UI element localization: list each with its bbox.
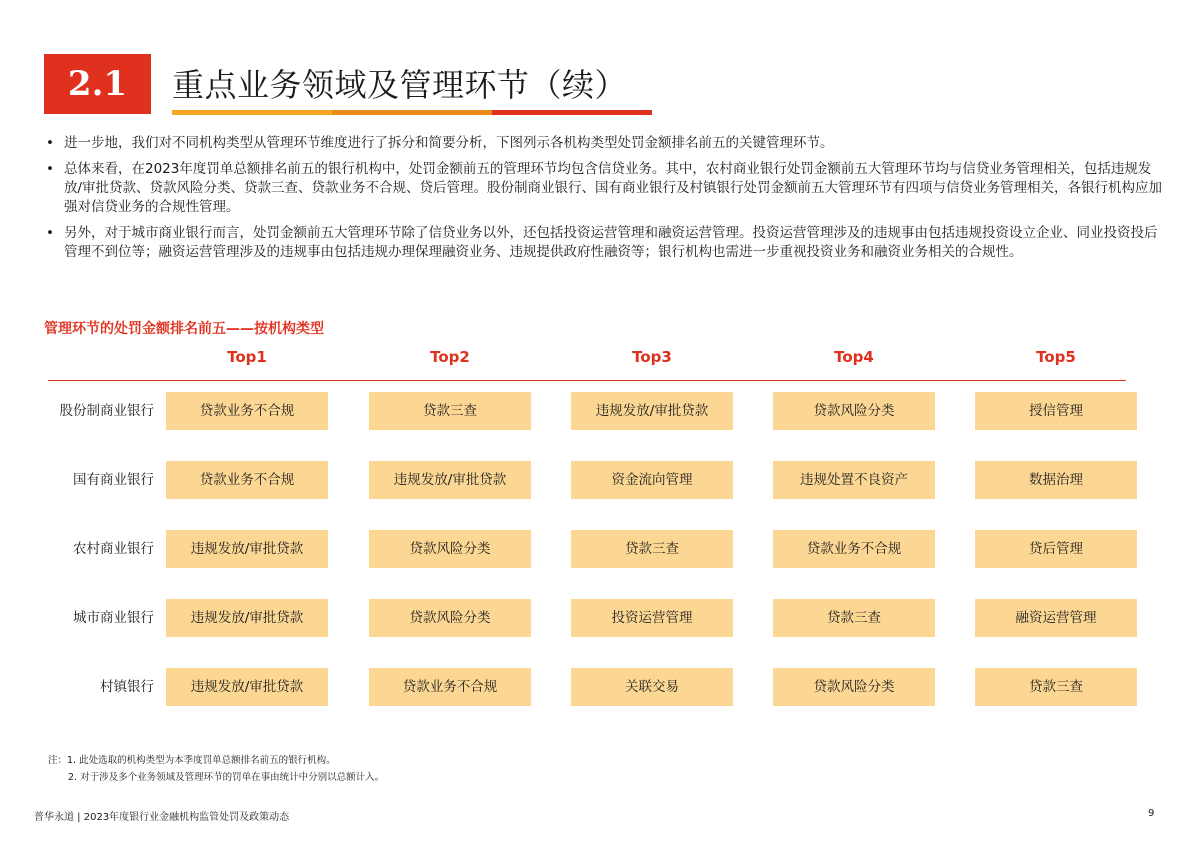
- column-header-top5: Top5: [1036, 348, 1076, 366]
- bullet-item: • 总体来看，在2023年度罚单总额排名前五的银行机构中，处罚金额前五的管理环节均包含信贷业务。其中，农村商业银行处罚金额前五大管理环节均与信贷业务管理相关，包括违规发放/审批贷款、贷款风险分类、贷款三查、贷款业务不合规、贷后管理。股份制商业银行、国有商业银行及村镇银行处罚金额前五大管理环节有四项与信贷业务管理相关，各银行机构应加强对信贷业务的合规性管理。: [44, 160, 1164, 217]
- ranking-cell: 贷款三查: [369, 392, 531, 430]
- ranking-cell: 违规发放/审批贷款: [166, 530, 328, 568]
- ranking-cell: 融资运营管理: [975, 599, 1137, 637]
- column-header-top3: Top3: [632, 348, 672, 366]
- ranking-cell: 投资运营管理: [571, 599, 733, 637]
- page-number: 9: [1148, 808, 1155, 819]
- title-underline-yellow: [172, 110, 332, 115]
- bullet-item: • 进一步地，我们对不同机构类型从管理环节维度进行了拆分和简要分析，下图列示各机构类型处罚金额排名前五的关键管理环节。: [44, 134, 1164, 153]
- header-divider: [48, 380, 1126, 381]
- ranking-cell: 贷款风险分类: [369, 530, 531, 568]
- chart-heading: 管理环节的处罚金额排名前五——按机构类型: [44, 321, 324, 337]
- footnote-2: 2. 对于涉及多个业务领域及管理环节的罚单在事由统计中分别以总额计入。: [68, 772, 385, 783]
- ranking-cell: 关联交易: [571, 668, 733, 706]
- ranking-cell: 贷款业务不合规: [773, 530, 935, 568]
- ranking-cell: 贷款三查: [773, 599, 935, 637]
- ranking-cell: 违规发放/审批贷款: [369, 461, 531, 499]
- row-label-city-commercial-bank: 城市商业银行: [73, 610, 154, 626]
- ranking-cell: 贷款业务不合规: [369, 668, 531, 706]
- ranking-cell: 贷款三查: [571, 530, 733, 568]
- title-underline-orange: [332, 110, 492, 115]
- ranking-cell: 资金流向管理: [571, 461, 733, 499]
- ranking-cell: 贷款业务不合规: [166, 461, 328, 499]
- column-header-top1: Top1: [227, 348, 267, 366]
- title-underline-red: [492, 110, 652, 115]
- ranking-cell: 贷后管理: [975, 530, 1137, 568]
- ranking-cell: 贷款业务不合规: [166, 392, 328, 430]
- section-number-badge: 2.1: [44, 54, 151, 114]
- column-header-top4: Top4: [834, 348, 874, 366]
- ranking-cell: 贷款风险分类: [773, 668, 935, 706]
- bullet-list: [44, 134, 1164, 269]
- ranking-cell: 贷款风险分类: [773, 392, 935, 430]
- ranking-cell: 违规发放/审批贷款: [166, 668, 328, 706]
- ranking-cell: 贷款三查: [975, 668, 1137, 706]
- ranking-cell: 违规发放/审批贷款: [166, 599, 328, 637]
- footnote-1: 注：1. 此处选取的机构类型为本季度罚单总额排名前五的银行机构。: [48, 755, 336, 766]
- row-label-rural-commercial-bank: 农村商业银行: [73, 541, 154, 557]
- ranking-cell: 数据治理: [975, 461, 1137, 499]
- ranking-cell: 违规处置不良资产: [773, 461, 935, 499]
- row-label-village-bank: 村镇银行: [100, 679, 154, 695]
- bullet-item: • 另外，对于城市商业银行而言，处罚金额前五大管理环节除了信贷业务以外，还包括投资运营管理和融资运营管理。投资运营管理涉及的违规事由包括违规投资设立企业、同业投资投后管理不到位等；融资运营管理涉及的违规事由包括违规办理保理融资业务、违规提供政府性融资等；银行机构也需进一步重视投资业务和融资业务相关的合规性。: [44, 224, 1164, 262]
- page-title: 重点业务领域及管理环节（续）: [172, 66, 628, 104]
- ranking-cell: 贷款风险分类: [369, 599, 531, 637]
- column-header-top2: Top2: [430, 348, 470, 366]
- footer-text: 普华永道 | 2023年度银行业金融机构监管处罚及政策动态: [34, 812, 290, 823]
- row-label-joint-stock-bank: 股份制商业银行: [59, 403, 154, 419]
- ranking-cell: 授信管理: [975, 392, 1137, 430]
- ranking-cell: 违规发放/审批贷款: [571, 392, 733, 430]
- row-label-state-owned-bank: 国有商业银行: [73, 472, 154, 488]
- footnotes: [48, 752, 384, 786]
